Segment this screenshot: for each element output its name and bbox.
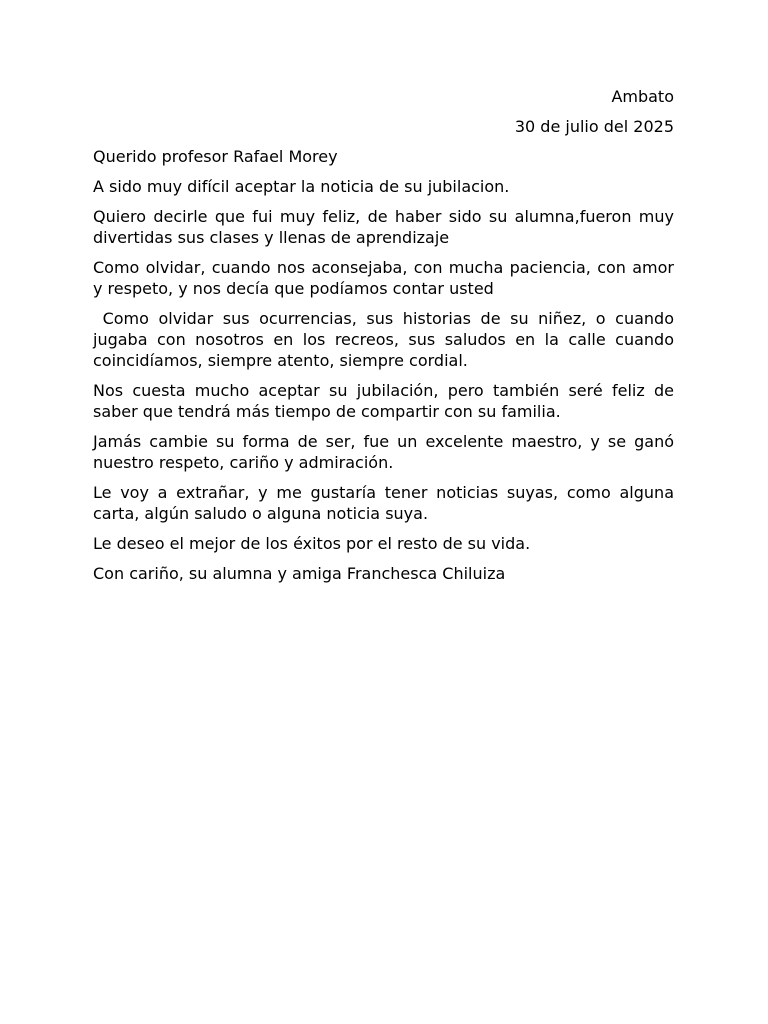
letter-paragraph-3: Como olvidar, cuando nos aconsejaba, con mucha paciencia, con amor y respeto, y nos decía que podíamos contar usted — [93, 258, 674, 298]
letter-page — [93, 86, 674, 593]
letter-date: 30 de julio del 2025 — [514, 117, 674, 136]
letter-closing: Con cariño, su alumna y amiga Franchesca Chiluiza — [93, 564, 506, 583]
letter-paragraph-4-wrapper — [93, 308, 674, 371]
letter-paragraph-6: Jamás cambie su forma de ser, fue un excelente maestro, y se ganó nuestro respeto, cariño y admiración. — [93, 432, 674, 472]
letter-paragraph-1: A sido muy difícil aceptar la noticia de su jubilacion. — [93, 177, 510, 196]
letter-paragraph-5: Nos cuesta mucho aceptar su jubilación, pero también seré feliz de saber que tendrá más tiempo de compartir con su familia. — [93, 381, 674, 421]
letter-city: Ambato — [611, 87, 674, 106]
letter-greeting: Querido profesor Rafael Morey — [93, 147, 338, 166]
letter-paragraph-4: Como olvidar sus ocurrencias, sus historias de su niñez, o cuando jugaba con nosotros en los recreos, sus saludos en la calle cuando coincidíamos, siempre atento, siempre cordial. — [93, 309, 674, 370]
leading-space — [93, 309, 103, 328]
letter-paragraph-8: Le deseo el mejor de los éxitos por el resto de su vida. — [93, 534, 531, 553]
letter-paragraph-2: Quiero decirle que fui muy feliz, de haber sido su alumna,fueron muy divertidas sus clases y llenas de aprendizaje — [93, 207, 674, 247]
letter-paragraph-7: Le voy a extrañar, y me gustaría tener noticias suyas, como alguna carta, algún saludo o alguna noticia suya. — [93, 483, 674, 523]
